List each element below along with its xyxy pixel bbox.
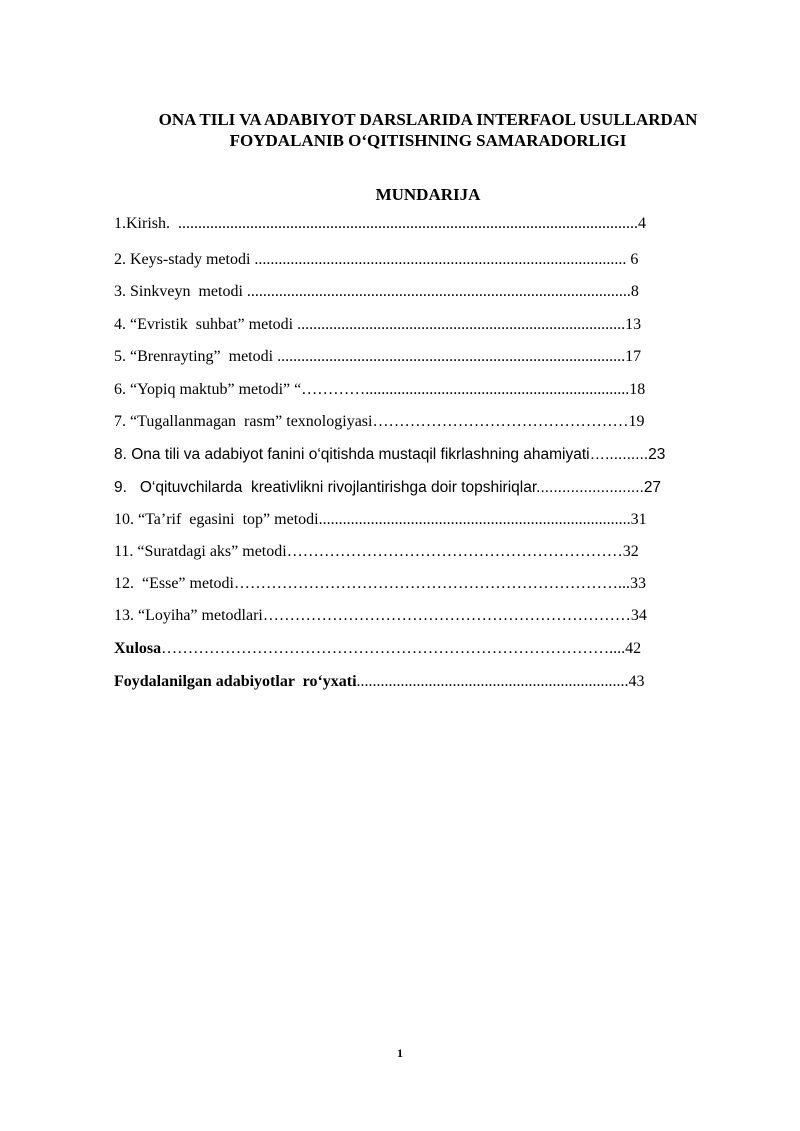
toc-entry-text: 11. “Suratdagi aks” metodi — [114, 543, 287, 560]
toc-entry — [114, 282, 639, 302]
toc-entry-text: Foydalanilgan adabiyotlar ro‘yxati — [114, 673, 357, 690]
toc-entry-leader: …………………………………………………………… — [262, 607, 631, 624]
toc-entry-page: 4 — [638, 215, 646, 232]
toc-entry-leader: ……………………………………………………… — [286, 543, 623, 560]
toc-entry-page: 32 — [622, 543, 639, 560]
title-line-1: ONA TILI VA ADABIYOT DARSLARIDA INTERFAOL USULLARDAN — [158, 110, 698, 129]
toc-entry — [114, 315, 641, 335]
toc-entry-leader: .............................................................................. — [318, 511, 631, 528]
toc-entry-page: 8 — [630, 283, 639, 300]
toc-entry-leader: ………………………………………………………………... — [233, 575, 630, 592]
toc-entry-page: 33 — [629, 575, 646, 592]
document-title — [100, 109, 756, 151]
toc-entry — [114, 672, 645, 692]
toc-entry-page: 17 — [625, 348, 642, 365]
toc-entry-text: 12. “Esse” metodi — [114, 575, 234, 592]
toc-entry-leader: ………………………………………… — [372, 413, 629, 430]
toc-entry-text: 7. “Tugallanmagan rasm” texnologiyasi — [114, 413, 373, 430]
toc-entry — [114, 606, 647, 626]
toc-entry-leader: ….......... — [589, 446, 649, 463]
toc-entry-page: 13 — [625, 316, 642, 333]
title-line-2: FOYDALANIB O‘QITISHNING SAMARADORLIGI — [229, 131, 627, 150]
toc-entry-text: 1.Kirish. — [114, 215, 178, 232]
toc-entry — [114, 510, 647, 530]
toc-entry-text: 4. “Evristik suhbat” metodi — [114, 316, 298, 333]
toc-entry-text: Xulosa — [114, 640, 162, 657]
toc-entry-leader: ………………………………………………………………………….... — [161, 640, 626, 657]
toc-entry — [114, 380, 645, 400]
toc-entry — [114, 574, 646, 594]
toc-entry-page: 18 — [629, 381, 646, 398]
toc-entry-page: 23 — [648, 446, 666, 463]
toc-entry-text: 3. Sinkveyn metodi — [114, 283, 247, 300]
toc-entry-leader: ......................... — [536, 479, 644, 496]
toc-entry-leader: ............................................................................................. — [254, 251, 631, 268]
toc-entry-page: 6 — [630, 251, 639, 268]
toc-entry-page: 43 — [628, 673, 645, 690]
toc-entry-text: 2. Keys-stady metodi — [114, 251, 255, 268]
toc-heading: MUNDARIJA — [375, 185, 481, 204]
toc-entry-text: 9. O‘qituvchilarda kreativlikni rivojlantirishga doir topshiriqlar — [114, 479, 537, 496]
toc-entry-text: 10. “Ta’rif egasini top” metodi — [114, 511, 319, 528]
toc-entry-leader: ................................................................................................................... — [178, 215, 638, 232]
toc-entry-text: 6. “Yopiq maktub” metodi” “ — [114, 381, 302, 398]
toc-entry-page: 42 — [625, 640, 642, 657]
toc-entry-page: 27 — [643, 479, 662, 496]
toc-entry-leader: ………….................................................................. — [301, 381, 630, 398]
toc-entry — [114, 639, 641, 659]
toc-entry-leader: .................................................................................. — [297, 316, 626, 333]
toc-entry — [114, 542, 639, 562]
toc-entry-page: 31 — [630, 511, 647, 528]
toc-entry-text: 5. “Brenrayting” metodi — [114, 348, 278, 365]
toc-entry — [114, 412, 644, 432]
toc-entry-text: 13. “Loyiha” metodlari — [114, 607, 263, 624]
toc-entry — [114, 445, 665, 465]
toc-entry — [114, 478, 661, 498]
toc-entry — [114, 250, 638, 270]
toc-entry-page: 19 — [628, 413, 645, 430]
toc-entry-leader: ....................................................................................... — [277, 348, 626, 365]
toc-entry-leader: .................................................................... — [356, 673, 629, 690]
toc-entry — [114, 347, 641, 367]
toc-entry — [114, 214, 646, 234]
toc-entry-page: 34 — [630, 607, 647, 624]
toc-entry-text: 8. Ona tili va adabiyot fanini o‘qitishda mustaqil fikrlashning ahamiyati — [114, 446, 590, 463]
toc-entry-leader: ................................................................................................ — [246, 283, 631, 300]
page-number: 1 — [397, 1046, 403, 1060]
